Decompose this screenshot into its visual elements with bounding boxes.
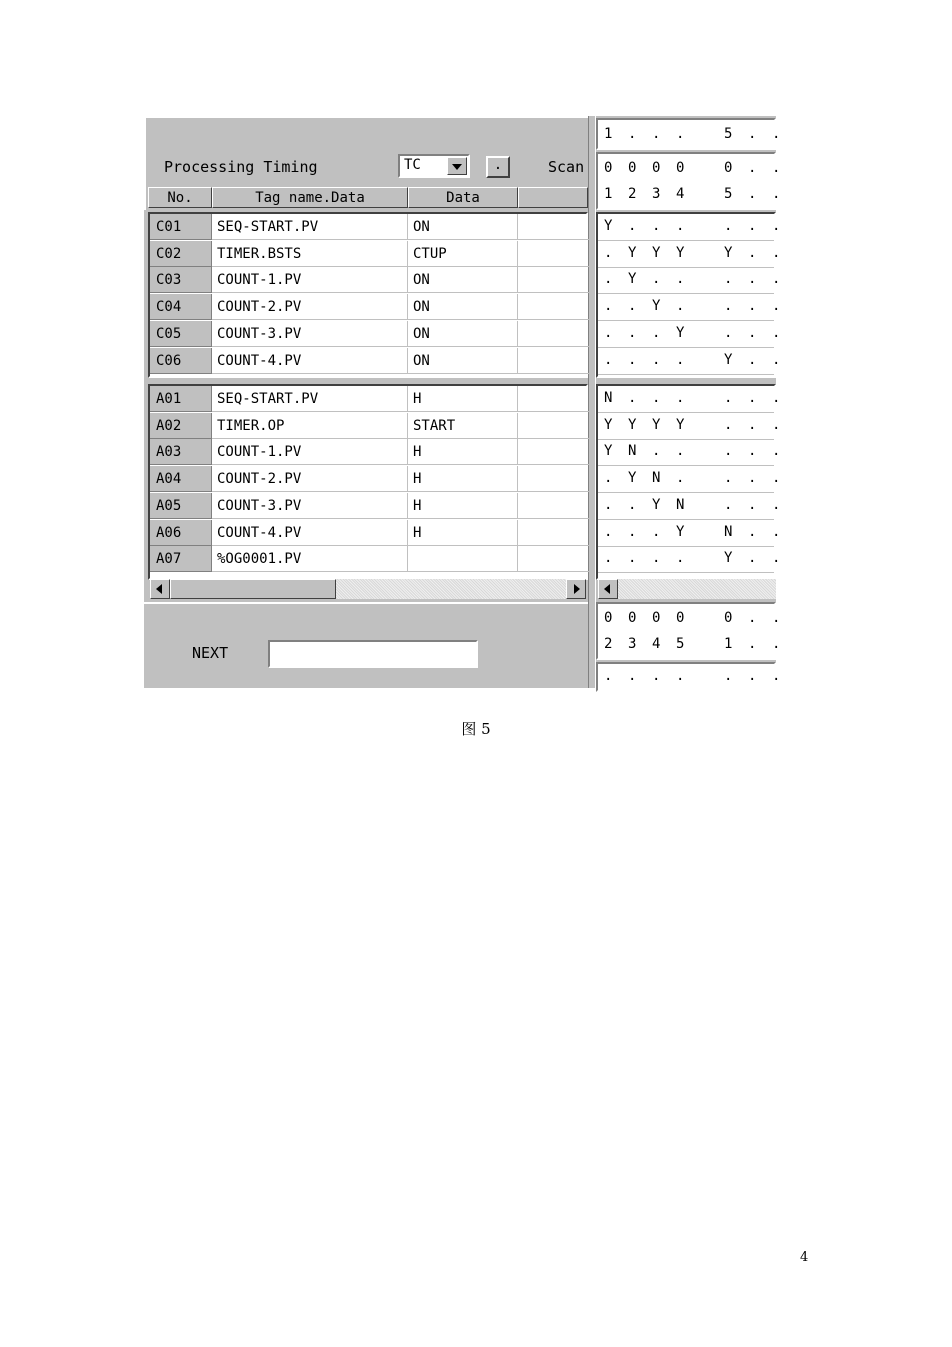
step-cell[interactable]: . [724, 390, 733, 406]
step-header-row-1 [596, 118, 781, 150]
step-cell[interactable]: N [604, 390, 613, 406]
next-step-panel [596, 602, 781, 660]
step-cell[interactable]: . [748, 160, 757, 176]
step-cell[interactable]: Y [724, 244, 733, 261]
step-cell[interactable]: Y [724, 351, 733, 368]
step-cell[interactable]: . [628, 550, 637, 567]
step-cell[interactable]: . [604, 668, 613, 684]
step-cell[interactable]: 0 [652, 610, 661, 626]
column-header-data[interactable]: Data [408, 187, 518, 208]
table-row[interactable] [150, 520, 586, 547]
tag-name-cell[interactable]: COUNT-2.PV [212, 466, 408, 492]
empty-cell[interactable] [518, 413, 590, 439]
step-cell[interactable]: . [604, 523, 613, 540]
tag-name-cell[interactable]: SEQ-START.PV [212, 386, 408, 412]
step-cell[interactable]: 0 [676, 160, 685, 176]
step-header-row-2 [596, 152, 781, 210]
step-cell[interactable]: . [772, 271, 781, 288]
step-cell[interactable]: 0 [628, 610, 637, 626]
step-cell[interactable]: Y [676, 416, 685, 433]
table-row[interactable] [150, 439, 586, 466]
page-number: 4 [800, 1250, 809, 1265]
empty-cell[interactable] [518, 520, 590, 546]
step-cell[interactable]: . [652, 324, 661, 341]
tag-name-cell[interactable]: COUNT-3.PV [212, 493, 408, 519]
next-label: NEXT [192, 644, 229, 662]
step-cell[interactable]: . [652, 443, 661, 460]
step-cell[interactable]: . [628, 496, 637, 513]
step-cell[interactable]: N [676, 496, 685, 513]
step-cell[interactable]: . [748, 668, 757, 684]
step-cell[interactable]: . [628, 126, 637, 142]
tag-name-cell[interactable]: COUNT-2.PV [212, 294, 408, 320]
table-row[interactable] [150, 413, 586, 440]
step-cell[interactable]: . [724, 496, 733, 513]
step-cell[interactable]: . [652, 390, 661, 406]
row-number-cell[interactable]: C03 [150, 267, 212, 293]
step-cell[interactable]: . [748, 496, 757, 513]
step-cell[interactable]: 0 [652, 160, 661, 176]
tag-name-cell[interactable]: SEQ-START.PV [212, 214, 408, 240]
data-cell[interactable]: H [408, 466, 518, 492]
condition-step-table [596, 212, 781, 378]
dot-button[interactable]: . [486, 156, 510, 178]
row-number-cell[interactable]: A02 [150, 413, 212, 439]
action-step-table [596, 384, 781, 580]
step-header-panel [596, 116, 781, 210]
column-header-no[interactable]: No. [148, 187, 212, 208]
step-cell[interactable]: . [724, 668, 733, 684]
data-cell[interactable]: H [408, 493, 518, 519]
step-cell[interactable]: . [676, 271, 685, 288]
step-cell[interactable]: . [628, 390, 637, 406]
step-cell[interactable]: 1 [604, 126, 613, 142]
horizontal-scrollbar-right[interactable] [598, 579, 776, 599]
scroll-right-arrow-icon[interactable] [566, 579, 586, 599]
action-table [148, 384, 588, 580]
step-cell[interactable]: . [748, 324, 757, 341]
step-cell[interactable]: . [772, 443, 781, 460]
step-cell[interactable]: 5 [676, 636, 685, 652]
step-cell[interactable]: 4 [652, 636, 661, 652]
tag-name-cell[interactable]: %OG0001.PV [212, 546, 408, 572]
step-cell[interactable]: Y [652, 298, 661, 315]
step-cell[interactable]: N [724, 523, 733, 540]
step-cell[interactable]: . [724, 324, 733, 341]
empty-cell[interactable] [518, 546, 590, 572]
step-cell[interactable]: . [604, 351, 613, 368]
step-row [598, 546, 781, 573]
next-panel [144, 602, 588, 688]
empty-cell[interactable] [518, 267, 590, 293]
step-cell[interactable]: 4 [676, 186, 685, 202]
step-cell[interactable]: 5 [724, 126, 733, 142]
step-row [598, 439, 781, 466]
step-cell[interactable]: . [772, 610, 781, 626]
row-number-cell[interactable]: A04 [150, 466, 212, 492]
step-cell[interactable]: . [772, 470, 781, 487]
step-cell[interactable]: . [652, 126, 661, 142]
table-row[interactable] [150, 546, 586, 573]
column-header-tag[interactable]: Tag name.Data [212, 187, 408, 208]
step-cell[interactable]: . [772, 126, 781, 142]
step-cell[interactable]: . [724, 218, 733, 234]
data-cell[interactable]: H [408, 520, 518, 546]
empty-cell[interactable] [518, 214, 590, 240]
data-cell[interactable]: ON [408, 267, 518, 293]
step-cell[interactable]: Y [628, 271, 637, 288]
step-row [598, 241, 781, 268]
step-cell[interactable]: . [772, 636, 781, 652]
step-cell[interactable]: . [724, 271, 733, 288]
step-cell[interactable]: . [652, 218, 661, 234]
step-row [598, 267, 781, 294]
step-cell[interactable]: . [748, 416, 757, 433]
step-cell[interactable]: . [652, 550, 661, 567]
step-cell[interactable]: . [724, 416, 733, 433]
column-header-extra[interactable] [518, 187, 588, 208]
step-row [598, 520, 781, 547]
step-cell[interactable]: . [772, 160, 781, 176]
figure-caption: 图 5 [461, 720, 491, 738]
table-row[interactable] [150, 321, 586, 348]
step-row [598, 294, 781, 321]
step-cell[interactable]: . [724, 470, 733, 487]
step-cell[interactable]: . [772, 324, 781, 341]
step-cell[interactable]: . [676, 126, 685, 142]
step-cell[interactable]: . [772, 550, 781, 567]
step-cell[interactable]: 1 [724, 636, 733, 652]
step-cell[interactable]: . [676, 443, 685, 460]
step-cell[interactable]: 5 [724, 186, 733, 202]
step-cell[interactable]: N [652, 470, 661, 487]
step-cell[interactable]: Y [628, 416, 637, 433]
step-row [598, 493, 781, 520]
step-cell[interactable]: . [604, 496, 613, 513]
step-cell[interactable]: . [676, 298, 685, 315]
condition-table [148, 212, 588, 378]
step-cell[interactable]: . [772, 218, 781, 234]
processing-timing-value: TC [404, 157, 421, 173]
tag-name-cell[interactable]: TIMER.OP [212, 413, 408, 439]
empty-cell[interactable] [518, 294, 590, 320]
step-cell[interactable]: Y [604, 416, 613, 433]
step-cell[interactable]: 1 [604, 186, 613, 202]
step-cell[interactable]: Y [676, 523, 685, 540]
data-cell[interactable] [408, 546, 518, 572]
data-cell[interactable]: H [408, 439, 518, 465]
step-cell[interactable]: . [628, 218, 637, 234]
step-cell[interactable]: . [604, 244, 613, 261]
step-cell[interactable]: . [748, 390, 757, 406]
step-cell[interactable]: . [604, 324, 613, 341]
data-cell[interactable]: H [408, 386, 518, 412]
empty-cell[interactable] [518, 348, 590, 374]
tag-name-cell[interactable]: COUNT-4.PV [212, 348, 408, 374]
processing-timing-label: Processing Timing [164, 158, 318, 176]
table-row[interactable] [150, 348, 586, 375]
row-number-cell[interactable]: C02 [150, 241, 212, 267]
horizontal-scrollbar-left[interactable] [150, 579, 586, 599]
step-cell[interactable]: Y [628, 244, 637, 261]
step-row [598, 466, 781, 493]
step-cell[interactable]: . [604, 550, 613, 567]
empty-cell[interactable] [518, 241, 590, 267]
step-cell[interactable]: . [748, 186, 757, 202]
row-number-cell[interactable]: A06 [150, 520, 212, 546]
row-number-cell[interactable]: A05 [150, 493, 212, 519]
empty-cell[interactable] [518, 321, 590, 347]
step-cell[interactable]: . [628, 298, 637, 315]
step-cell[interactable]: . [748, 218, 757, 234]
step-cell[interactable]: N [628, 443, 637, 460]
step-cell[interactable]: . [628, 523, 637, 540]
scan-label: Scan [548, 158, 585, 176]
step-cell[interactable]: 2 [628, 186, 637, 202]
step-cell[interactable]: . [748, 550, 757, 567]
processing-timing-select[interactable] [398, 154, 470, 178]
tag-name-cell[interactable]: COUNT-1.PV [212, 439, 408, 465]
step-cell[interactable]: . [748, 271, 757, 288]
step-cell[interactable]: Y [652, 416, 661, 433]
step-cell[interactable]: . [652, 523, 661, 540]
step-cell[interactable]: 3 [652, 186, 661, 202]
sequence-table-window [144, 116, 781, 688]
step-cell[interactable]: . [772, 298, 781, 315]
step-cell[interactable]: Y [628, 470, 637, 487]
step-cell[interactable]: . [676, 351, 685, 368]
step-row [598, 413, 781, 440]
row-number-cell[interactable]: C01 [150, 214, 212, 240]
step-cell[interactable]: . [748, 523, 757, 540]
table-row[interactable] [150, 466, 586, 493]
step-cell[interactable]: . [628, 324, 637, 341]
step-cell[interactable]: . [772, 668, 781, 684]
step-cell[interactable]: . [772, 351, 781, 368]
step-cell[interactable]: . [652, 351, 661, 368]
step-cell[interactable]: . [628, 351, 637, 368]
step-cell[interactable]: . [772, 244, 781, 261]
step-cell[interactable]: Y [604, 443, 613, 460]
step-cell[interactable]: . [748, 298, 757, 315]
step-cell[interactable]: 0 [676, 610, 685, 626]
step-cell[interactable]: 2 [604, 636, 613, 652]
step-cell[interactable]: . [772, 496, 781, 513]
empty-cell[interactable] [518, 493, 590, 519]
step-cell[interactable]: . [628, 668, 637, 684]
step-row [598, 386, 781, 413]
step-cell[interactable]: . [604, 470, 613, 487]
scroll-left-arrow-icon[interactable] [598, 579, 618, 599]
step-cell[interactable]: . [652, 668, 661, 684]
table-row[interactable] [150, 386, 586, 413]
step-cell[interactable]: 0 [604, 610, 613, 626]
step-cell[interactable]: . [748, 470, 757, 487]
step-cell[interactable]: Y [676, 324, 685, 341]
next-step-row-3 [596, 662, 781, 692]
row-number-cell[interactable]: A07 [150, 546, 212, 572]
step-row [598, 214, 781, 241]
step-cell[interactable]: . [772, 523, 781, 540]
step-cell[interactable]: . [748, 351, 757, 368]
step-cell[interactable]: 3 [628, 636, 637, 652]
step-cell[interactable]: . [748, 636, 757, 652]
step-cell[interactable]: . [652, 271, 661, 288]
row-number-cell[interactable]: C04 [150, 294, 212, 320]
step-cell[interactable]: . [676, 218, 685, 234]
data-cell[interactable]: ON [408, 294, 518, 320]
step-cell[interactable]: . [724, 298, 733, 315]
step-cell[interactable]: Y [652, 496, 661, 513]
row-number-cell[interactable]: A03 [150, 439, 212, 465]
step-cell[interactable]: . [676, 470, 685, 487]
table-header-panel [144, 116, 588, 210]
row-number-cell[interactable]: C06 [150, 348, 212, 374]
chevron-down-icon[interactable] [447, 157, 467, 175]
table-row[interactable] [150, 294, 586, 321]
tag-name-cell[interactable]: COUNT-1.PV [212, 267, 408, 293]
step-cell[interactable]: . [604, 271, 613, 288]
step-cell[interactable]: . [724, 443, 733, 460]
tag-name-cell[interactable]: COUNT-4.PV [212, 520, 408, 546]
step-cell[interactable]: Y [652, 244, 661, 261]
row-number-cell[interactable]: C05 [150, 321, 212, 347]
step-cell[interactable]: . [772, 390, 781, 406]
row-number-cell[interactable]: A01 [150, 386, 212, 412]
scrollbar-thumb[interactable] [170, 579, 336, 599]
table-row[interactable] [150, 267, 586, 294]
step-cell[interactable]: . [604, 298, 613, 315]
step-cell[interactable]: . [772, 416, 781, 433]
step-cell[interactable]: . [748, 126, 757, 142]
data-cell[interactable]: ON [408, 321, 518, 347]
step-cell[interactable]: . [748, 610, 757, 626]
table-row[interactable] [150, 493, 586, 520]
step-cell[interactable]: 0 [604, 160, 613, 176]
next-input[interactable] [268, 640, 478, 668]
step-cell[interactable]: 0 [724, 610, 733, 626]
step-cell[interactable]: . [676, 550, 685, 567]
scroll-left-arrow-icon[interactable] [150, 579, 170, 599]
data-cell[interactable]: ON [408, 348, 518, 374]
step-cell[interactable]: . [748, 443, 757, 460]
step-cell[interactable]: . [676, 668, 685, 684]
data-cell[interactable]: START [408, 413, 518, 439]
empty-cell[interactable] [518, 466, 590, 492]
data-cell[interactable]: CTUP [408, 241, 518, 267]
table-row[interactable] [150, 214, 586, 241]
step-cell[interactable]: Y [604, 218, 613, 234]
empty-cell[interactable] [518, 386, 590, 412]
step-cell[interactable]: . [676, 390, 685, 406]
tag-name-cell[interactable]: TIMER.BSTS [212, 241, 408, 267]
step-cell[interactable]: Y [724, 550, 733, 567]
step-row [598, 348, 781, 375]
empty-cell[interactable] [518, 439, 590, 465]
step-cell[interactable]: 0 [628, 160, 637, 176]
step-cell[interactable]: 0 [724, 160, 733, 176]
step-row [598, 321, 781, 348]
data-cell[interactable]: ON [408, 214, 518, 240]
step-cell[interactable]: Y [676, 244, 685, 261]
table-row[interactable] [150, 241, 586, 268]
step-cell[interactable]: . [748, 244, 757, 261]
step-cell[interactable]: . [772, 186, 781, 202]
tag-name-cell[interactable]: COUNT-3.PV [212, 321, 408, 347]
